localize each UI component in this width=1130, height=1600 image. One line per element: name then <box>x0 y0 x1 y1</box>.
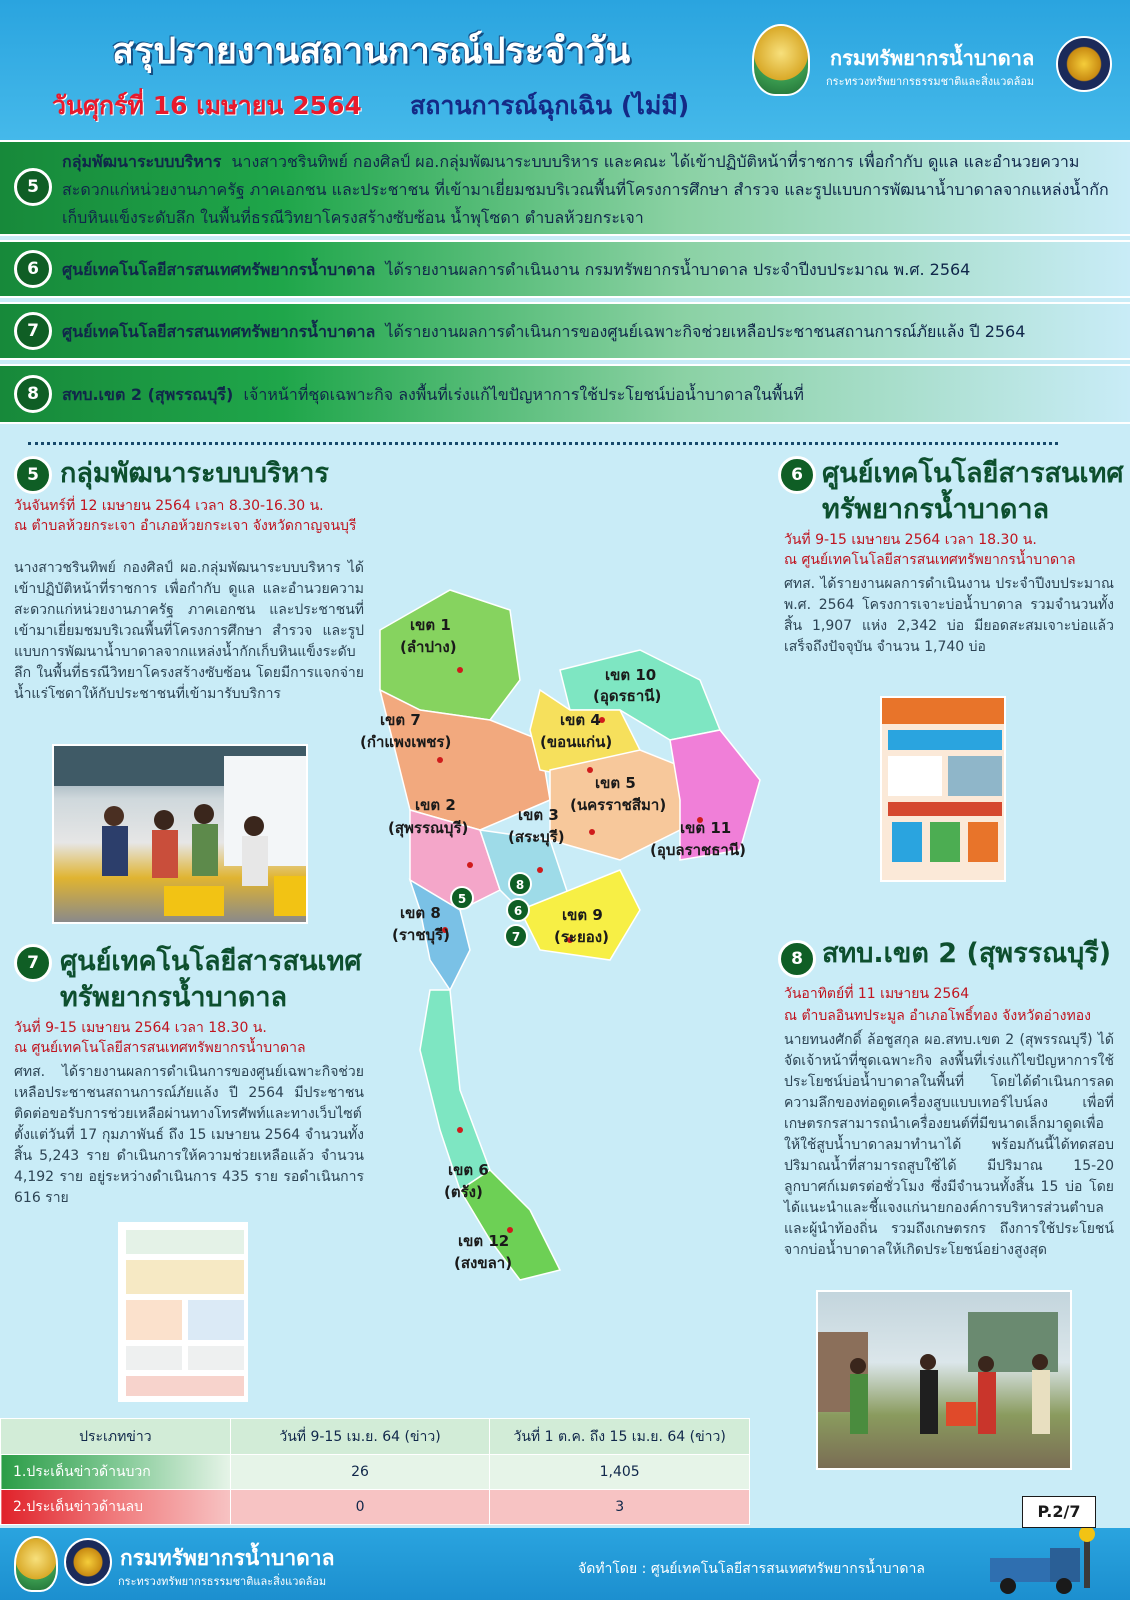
map-marker-6 <box>507 899 529 921</box>
news-category: 1.ประเด็นข่าวด้านบวก <box>1 1455 231 1490</box>
summary-text <box>62 318 1110 346</box>
summary-text <box>62 381 1110 409</box>
section-location: ณ ศูนย์เทคโนโลยีสารสนเทศทรัพยากรน้ำบาดาล <box>14 1040 306 1056</box>
field-visit-photo <box>816 1290 1072 1470</box>
summary-title: กลุ่มพัฒนาระบบบริหาร <box>62 152 222 171</box>
section-location: ณ ตำบลอินทประมูล อำเภอโพธิ์ทอง จังหวัดอ่างทอง <box>784 1008 1091 1024</box>
news-count-fiscal: 1,405 <box>490 1455 750 1490</box>
news-category: 2.ประเด็นข่าวด้านลบ <box>1 1490 231 1525</box>
infographic-illustration <box>882 698 1006 882</box>
section-date: วันที่ 9-15 เมษายน 2564 เวลา 18.30 น. <box>14 1020 267 1036</box>
zone-label: เขต 1 <box>410 616 451 634</box>
zone-label: เขต 8 <box>400 904 441 922</box>
svg-text:6: 6 <box>513 904 523 918</box>
map-marker-7 <box>505 925 527 947</box>
summary-description: ได้รายงานผลการดำเนินการของศูนย์เฉพาะกิจช่วยเหลือประชาชนสถานการณ์ภัยแล้ง ปี 2564 <box>385 322 1026 341</box>
section-body: ศทส. ได้รายงานผลการดำเนินงาน ประจำปีงบประมาณ พ.ศ. 2564 โครงการเจาะบ่อน้ำบาดาล รวมจำนวนทั้งสิ้น 1,907 แห่ง 2,342 บ่อ มียอดสะสมเจาะบ่อแล้วเสร็จถึงปัจจุบัน จำนวน 1,740 บ่อ <box>784 576 1114 655</box>
section-date: วันจันทร์ที่ 12 เมษายน 2564 เวลา 8.30-16.30 น. <box>14 498 324 514</box>
report-title: สรุปรายงานสถานการณ์ประจำวัน <box>112 31 631 72</box>
svg-text:7: 7 <box>511 930 521 944</box>
section-body: ศทส. ได้รายงานผลการดำเนินการของศูนย์เฉพาะกิจช่วยเหลือประชาชนสถานการณ์ภัยแล้ง ปี 2564 มีประชาชนติดต่อขอรับการช่วยเหลือผ่านทางโทรศัพท์และทางเว็บไซต์ ตั้งแต่วันที่ 17 กุมภาพันธ์ ถึง 15 เมษายน 2564 จำนวนทั้งสิ้น 5,243 ราย ดำเนินการให้ความช่วยเหลือแล้ว จำนวน 4,192 ราย อยู่ระหว่างดำเนินการ 435 ราย รอดำเนินการ 616 ราย <box>14 1064 364 1206</box>
news-count-fiscal: 3 <box>490 1490 750 1525</box>
column-header: ประเภทข่าว <box>1 1419 231 1455</box>
ministry-seal-logo <box>64 1538 112 1586</box>
section-body: นางสาวชรินทิพย์ กองศิลป์ ผอ.กลุ่มพัฒนาระบบบริหาร ได้เข้าปฏิบัติหน้าที่ราชการ เพื่อกำกับ ดูแล และอำนวยความสะดวกแก่หน่วยงานภาครัฐ ภาคเอกชน และประชาชนที่เข้ามาเยี่ยมชมบริเวณพื้นที่โครงการศึกษา สำรวจ และรูปแบบการพัฒนาน้ำบาดาลจากแหล่งน้ำกักเก็บหินแข็งระดับลึก ในพื้นที่ธรณีวิทยาโครงสร้างซับซ้อน โดยมีการแจกจ่ายน้ำแร่โซดาให้กับประชาชนที่เข้ามารับบริการ <box>14 560 364 702</box>
footer-org-subtitle: กระทรวงทรัพยากรธรรมชาติและสิ่งแวดล้อม <box>118 1575 327 1588</box>
header <box>0 0 1130 140</box>
svg-text:5: 5 <box>457 892 467 906</box>
summary-description: นางสาวชรินทิพย์ กองศิลป์ ผอ.กลุ่มพัฒนาระบบบริหาร และคณะ ได้เข้าปฏิบัติหน้าที่ราชการ เพื่อกำกับ ดูแล และอำนวยความสะดวกแก่หน่วยงานภาครัฐ ภาคเอกชน และประชาชน ที่เข้ามาเยี่ยมชมบริเวณพื้นที่โครงการศึกษา สำรวจ และรูปแบบการพัฒนาน้ำบาดาลจากแหล่งน้ำกักเก็บหินแข็งระดับลึก ในพื้นที่ธรณีวิทยาโครงสร้างซับซ้อน น้ำพุโซดา ตำบลห้วยกระเจา <box>62 152 1109 227</box>
org-subtitle: กระทรวงทรัพยากรธรรมชาติและสิ่งแวดล้อม <box>826 75 1035 88</box>
photo-people-illustration <box>54 746 308 924</box>
footer-credit: จัดทำโดย : ศูนย์เทคโนโลยีสารสนเทศทรัพยากรน้ำบาดาล <box>578 1561 925 1577</box>
zone-label: เขต 9 <box>562 906 603 924</box>
zone-label: เขต 6 <box>448 1161 489 1179</box>
zone-label-sub: (สุพรรณบุรี) <box>388 819 469 837</box>
section-number: 5 <box>14 456 52 494</box>
summary-title: ศูนย์เทคโนโลยีสารสนเทศทรัพยากรน้ำบาดาล <box>62 322 376 341</box>
summary-title: สทบ.เขต 2 (สุพรรณบุรี) <box>62 385 234 404</box>
section-location: ณ ตำบลห้วยกระเจา อำเภอห้วยกระเจา จังหวัดกาญจนบุรี <box>14 518 357 534</box>
table-header-row <box>1 1419 750 1455</box>
section-title-line1: ศูนย์เทคโนโลยีสารสนเทศ <box>822 458 1124 489</box>
zone-label-sub: (ตรัง) <box>444 1183 483 1201</box>
section-title: กลุ่มพัฒนาระบบบริหาร <box>60 458 329 489</box>
footer-org-name: กรมทรัพยากรน้ำบาดาล <box>120 1546 335 1570</box>
section-date: วันอาทิตย์ที่ 11 เมษายน 2564 <box>784 986 970 1002</box>
news-count-week: 26 <box>230 1455 490 1490</box>
map-marker-8 <box>509 873 531 895</box>
zone-label-sub: (สระบุรี) <box>508 828 565 846</box>
infographic-illustration <box>120 1224 248 1402</box>
photo-people-illustration <box>818 1292 1072 1470</box>
zone-label: เขต 2 <box>415 796 456 814</box>
zone-label: เขต 3 <box>518 806 559 824</box>
section-number: 7 <box>14 944 52 982</box>
zone-label-sub: (ลำปาง) <box>400 638 457 656</box>
section-title-line2: ทรัพยากรน้ำบาดาล <box>822 494 1050 525</box>
zone-label: เขต 10 <box>605 666 657 684</box>
section-title: สทบ.เขต 2 (สุพรรณบุรี) <box>822 938 1112 969</box>
zone-label-sub: (นครราชสีมา) <box>570 796 667 814</box>
zone-label-sub: (ราชบุรี) <box>392 926 450 944</box>
summary-title: ศูนย์เทคโนโลยีสารสนเทศทรัพยากรน้ำบาดาล <box>62 260 376 279</box>
map-marker-5 <box>451 887 473 909</box>
drilling-truck-icon <box>980 1528 1100 1598</box>
infographic-thumbnail <box>118 1222 248 1402</box>
zone-label-sub: (สงขลา) <box>454 1254 513 1272</box>
section-date: วันที่ 9-15 เมษายน 2564 เวลา 18.30 น. <box>784 532 1037 548</box>
section-title-line2: ทรัพยากรน้ำบาดาล <box>60 982 288 1013</box>
zone-label-sub: (กำแพงเพชร) <box>360 733 452 751</box>
news-summary-table <box>0 1418 750 1525</box>
ministry-seal-logo <box>1056 36 1112 92</box>
map-svg <box>340 570 780 1290</box>
summary-number: 5 <box>14 168 52 206</box>
section-number: 6 <box>778 456 816 494</box>
zone-label: เขต 5 <box>595 774 636 792</box>
summary-number: 7 <box>14 312 52 350</box>
summary-banner-8 <box>0 364 1130 424</box>
summary-text <box>62 256 1110 284</box>
footer <box>0 1528 1130 1600</box>
svg-text:8: 8 <box>515 878 525 892</box>
table-row <box>1 1455 750 1490</box>
zone-label: เขต 7 <box>380 711 421 729</box>
zone-label-sub: (อุดรธานี) <box>593 687 662 705</box>
summary-banner-5 <box>0 140 1130 236</box>
zone-label: เขต 4 <box>560 711 601 729</box>
page-number: P.2/7 <box>1022 1496 1096 1528</box>
dotted-divider <box>28 442 1058 445</box>
department-emblem-logo <box>752 24 810 96</box>
zone-label-sub: (ระยอง) <box>554 928 609 946</box>
news-count-week: 0 <box>230 1490 490 1525</box>
activity-photo <box>52 744 308 924</box>
infographic-thumbnail <box>880 696 1006 882</box>
zone-label-sub: (ขอนแก่น) <box>540 733 613 751</box>
summary-number: 6 <box>14 250 52 288</box>
summary-description: ได้รายงานผลการดำเนินงาน กรมทรัพยากรน้ำบาดาล ประจำปีงบประมาณ พ.ศ. 2564 <box>385 260 971 279</box>
section-body: นายทนงศักดิ์ ล้อชูสกุล ผอ.สทบ.เขต 2 (สุพรรณบุรี) ได้จัดเจ้าหน้าที่ชุดเฉพาะกิจ ลงพื้นที่เร่งแก้ไขปัญหาการใช้ประโยชน์บ่อน้ำบาดาลในพื้นที่ โดยได้ดำเนินการลดความลึกของท่อดูดเครื่องสูบแบบเทอร์ไบน์ลง เพื่อที่เกษตรกรสามารถนำเครื่องยนต์ที่มีขนาดเล็กมาดูดเพื่อให้ใช้สูบน้ำบาดาลมาทำนาได้ พร้อมกันนี้ได้ทดสอบปริมาณน้ำที่สามารถสูบใช้ได้ มีปริมาณ 15-20 ลูกบาศก์เมตรต่อชั่วโมง ซึ่งมีจำนวนทั้งสิ้น 15 บ่อ โดยได้แนะนำและชี้แจงแก่นายกองค์การบริหารส่วนตำบล และผู้นำท้องถิ่น รวมถึงเกษตรกร ถึงการใช้ประโยชน์จากบ่อน้ำบาดาลให้เกิดประโยชน์อย่างสูงสุด <box>784 1032 1114 1258</box>
section-number: 8 <box>778 940 816 978</box>
zone-label: เขต 12 <box>458 1232 510 1250</box>
summary-text <box>62 148 1110 232</box>
zone-label-sub: (อุบลราชธานี) <box>650 841 746 859</box>
column-header: วันที่ 9-15 เม.ย. 64 (ข่าว) <box>230 1419 490 1455</box>
section-location: ณ ศูนย์เทคโนโลยีสารสนเทศทรัพยากรน้ำบาดาล <box>784 552 1076 568</box>
emergency-status: สถานการณ์ฉุกเฉิน (ไม่มี) <box>410 91 690 120</box>
summary-description: เจ้าหน้าที่ชุดเฉพาะกิจ ลงพื้นที่เร่งแก้ไขปัญหาการใช้ประโยชน์บ่อน้ำบาดาลในพื้นที่ <box>243 385 804 404</box>
zone-label: เขต 11 <box>680 819 732 837</box>
summary-banner-6 <box>0 240 1130 298</box>
department-emblem-logo <box>14 1536 58 1592</box>
summary-number: 8 <box>14 375 52 413</box>
org-name: กรมทรัพยากรน้ำบาดาล <box>830 46 1035 70</box>
report-date: วันศุกร์ที่ 16 เมษายน 2564 <box>52 91 362 120</box>
section-title-line1: ศูนย์เทคโนโลยีสารสนเทศ <box>60 946 362 977</box>
thailand-groundwater-zones-map <box>340 570 780 1290</box>
summary-banner-7 <box>0 302 1130 360</box>
table-row <box>1 1490 750 1525</box>
column-header: วันที่ 1 ต.ค. ถึง 15 เม.ย. 64 (ข่าว) <box>490 1419 750 1455</box>
